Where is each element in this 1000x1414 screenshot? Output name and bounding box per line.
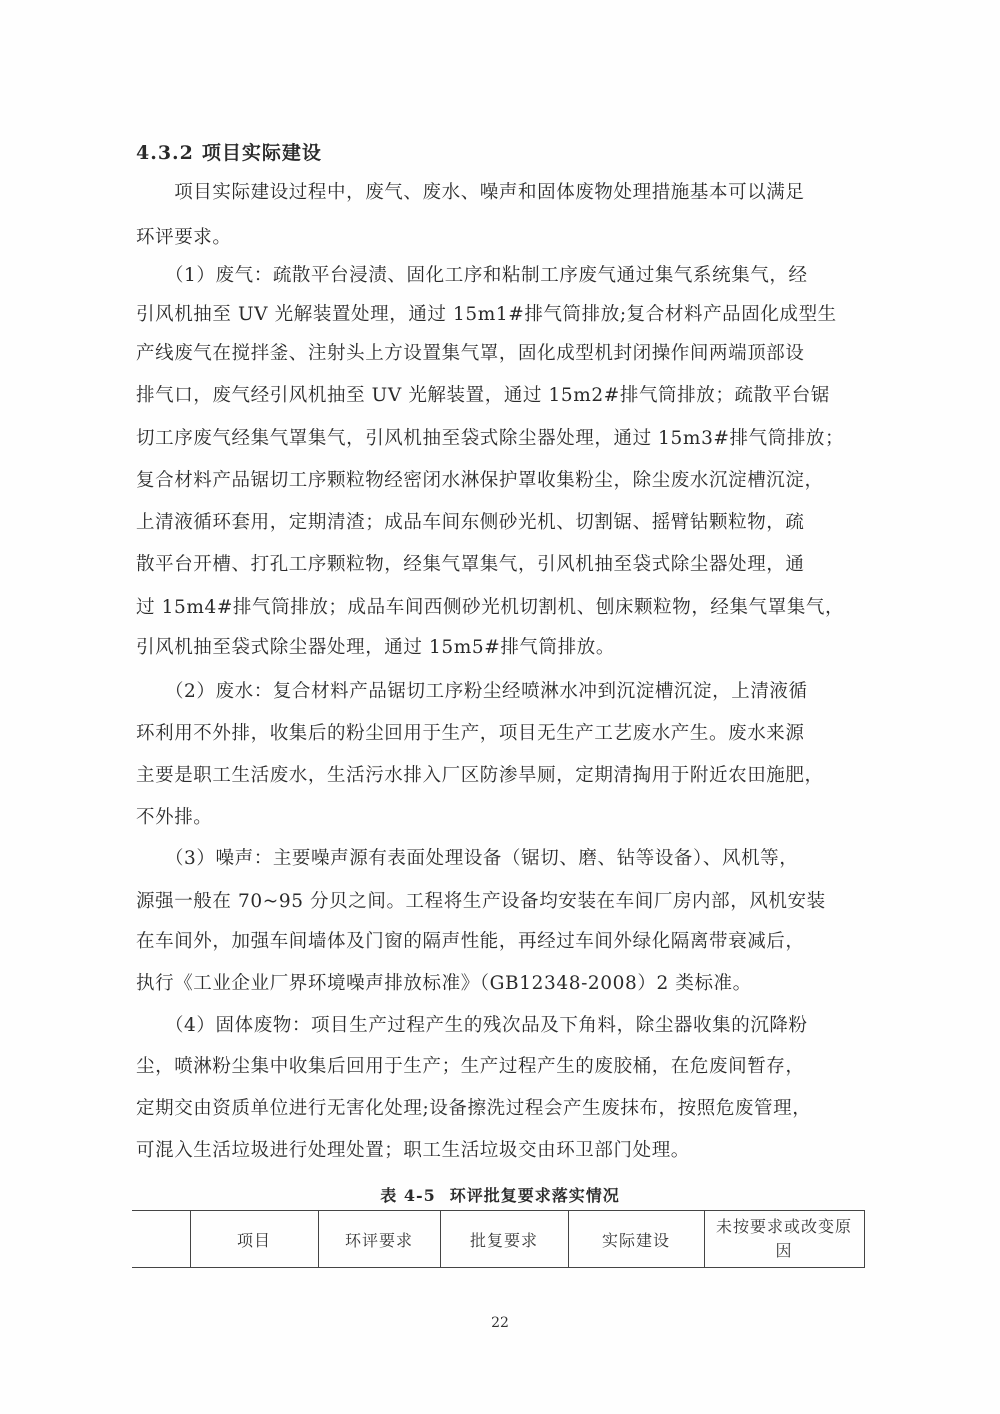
requirements-table xyxy=(132,1210,865,1268)
body-line: 上清液循环套用，定期清渣；成品车间东侧砂光机、切割锯、摇臂钻颗粒物，疏 xyxy=(136,512,805,533)
body-line: 切工序废气经集气罩集气，引风机抽至袋式除尘器处理，通过 15m3#排气筒排放； xyxy=(136,428,845,449)
body-line: 可混入生活垃圾进行处理处置；职工生活垃圾交由环卫部门处理。 xyxy=(136,1140,690,1161)
table-caption-number: 表 4-5 xyxy=(380,1186,436,1205)
section-title: 项目实际建设 xyxy=(201,142,322,164)
body-line: 主要是职工生活废水，生活污水排入厂区防渗旱厕，定期清掏用于附近农田施肥， xyxy=(136,765,824,786)
body-line: 产线废气在搅拌釜、注射头上方设置集气罩，固化成型机封闭操作间两端顶部设 xyxy=(136,343,805,364)
table-header-actual-construction: 实际建设 xyxy=(568,1211,704,1268)
body-line: 执行《工业企业厂界环境噪声排放标准》（GB12348-2008）2 类标准。 xyxy=(136,973,752,994)
body-line: 散平台开槽、打孔工序颗粒物，经集气罩集气，引风机抽至袋式除尘器处理，通 xyxy=(136,554,805,575)
body-line: 在车间外，加强车间墙体及门窗的隔声性能，再经过车间外绿化隔离带衰减后， xyxy=(136,931,805,952)
table-caption-title: 环评批复要求落实情况 xyxy=(449,1186,620,1205)
body-line: 尘，喷淋粉尘集中收集后回用于生产；生产过程产生的废胶桶，在危废间暂存， xyxy=(136,1056,805,1077)
body-line: （3）噪声：主要噪声源有表面处理设备（锯切、磨、钻等设备）、风机等， xyxy=(136,848,799,869)
body-line: （2）废水：复合材料产品锯切工序粉尘经喷淋水冲到沉淀槽沉淀，上清液循 xyxy=(136,681,808,702)
table-header-deviation-reason: 未按要求或改变原因 xyxy=(704,1211,864,1268)
body-line: 引风机抽至 UV 光解装置处理，通过 15m1#排气筒排放;复合材料产品固化成型生 xyxy=(136,304,837,325)
table-caption xyxy=(0,1183,1000,1206)
table-header-project: 项目 xyxy=(190,1211,318,1268)
body-line: （4）固体废物：项目生产过程产生的残次品及下角料，除尘器收集的沉降粉 xyxy=(136,1015,808,1036)
body-line: （1）废气：疏散平台浸渍、固化工序和粘制工序废气通过集气系统集气，经 xyxy=(136,265,808,286)
table-header-blank xyxy=(132,1211,190,1268)
section-heading xyxy=(136,138,322,165)
body-line: 源强一般在 70~95 分贝之间。工程将生产设备均安装在车间厂房内部，风机安装 xyxy=(136,891,826,912)
body-line: 引风机抽至袋式除尘器处理，通过 15m5#排气筒排放。 xyxy=(136,637,615,658)
body-line: 环评要求。 xyxy=(136,227,232,248)
section-number: 4.3.2 xyxy=(136,142,194,164)
body-line: 定期交由资质单位进行无害化处理;设备擦洗过程会产生废抹布，按照危废管理， xyxy=(136,1098,812,1119)
table-header-row xyxy=(132,1211,864,1268)
body-line: 不外排。 xyxy=(136,807,213,828)
page-number: 22 xyxy=(491,1315,509,1331)
body-line: 项目实际建设过程中，废气、废水、噪声和固体废物处理措施基本可以满足 xyxy=(136,182,805,203)
body-line: 排气口，废气经引风机抽至 UV 光解装置，通过 15m2#排气筒排放；疏散平台锯 xyxy=(136,385,830,406)
body-line: 过 15m4#排气筒排放；成品车间西侧砂光机切割机、刨床颗粒物，经集气罩集气， xyxy=(136,597,845,618)
body-line: 复合材料产品锯切工序颗粒物经密闭水淋保护罩收集粉尘，除尘废水沉淀槽沉淀， xyxy=(136,470,824,491)
table-header-approval-requirement: 批复要求 xyxy=(440,1211,568,1268)
body-line: 环利用不外排，收集后的粉尘回用于生产，项目无生产工艺废水产生。废水来源 xyxy=(136,723,805,744)
table-header-eia-requirement: 环评要求 xyxy=(318,1211,440,1268)
